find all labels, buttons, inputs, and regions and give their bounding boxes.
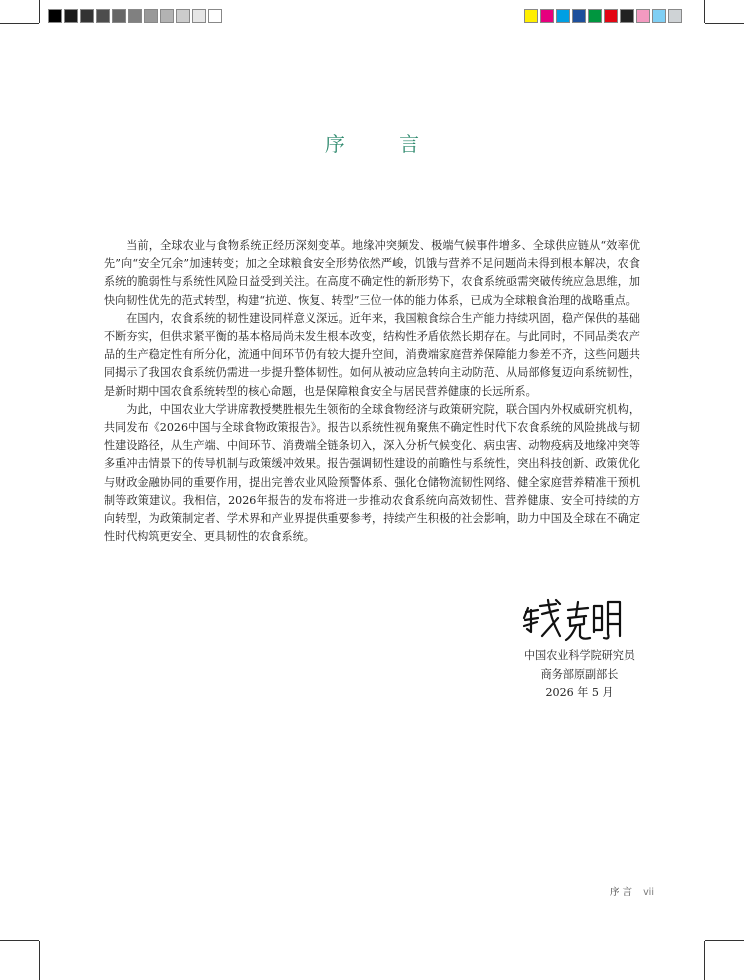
color-swatch xyxy=(556,9,570,23)
color-swatch xyxy=(652,9,666,23)
crop-mark xyxy=(705,940,744,941)
paragraph: 当前，全球农业与食物系统正经历深刻变革。地缘冲突频发、极端气候事件增多、全球供应链从“效率优先”向“安全冗余”加速转变；加之全球粮食安全形势依然严峻，饥饿与营养不足问题尚未得到根本解决，农食系统的脆弱性与系统性风险日益受到关注。在高度不确定性的新形势下，农食系统亟需突破传统应急思维，加快向韧性优先的范式转型，构建“抗逆、恢复、转型”三位一体的能力体系，已成为全球粮食治理的战略重点。 xyxy=(104,239,640,307)
color-swatch xyxy=(160,9,174,23)
author-title: 中国农业科学院研究员 xyxy=(524,649,635,662)
color-swatch xyxy=(96,9,110,23)
color-swatch xyxy=(540,9,554,23)
color-swatch xyxy=(524,9,538,23)
color-swatch xyxy=(192,9,206,23)
author-info xyxy=(512,647,647,703)
page-title: 序 言 xyxy=(324,132,444,156)
crop-mark xyxy=(704,941,705,980)
color-swatch xyxy=(208,9,222,23)
color-swatch xyxy=(620,9,634,23)
color-swatch xyxy=(668,9,682,23)
crop-mark xyxy=(39,941,40,980)
paragraph: 为此，中国农业大学讲席教授樊胜根先生领衔的全球食物经济与政策研究院，联合国内外权威研究机构，共同发布《2026中国与全球食物政策报告》。报告以系统性视角聚焦不确定性时代下农食系统的风险挑战与韧性建设路径，从生产端、中间环节、消费端全链条切入，深入分析气候变化、病虫害、动物疫病及地缘冲突等多重冲击情景下的传导机制与政策缓冲效果。报告强调韧性建设的前瞻性与系统性，突出科技创新、政策优化与财政金融协同的重要作用，提出完善农业风险预警体系、强化仓储物流韧性网络、健全家庭营养精准干预机制等政策建议。我相信，2026年报告的发布将进一步推动农食系统向高效韧性、营养健康、安全可持续的方向转型，为政策制定者、学术界和产业界提供重要参考，持续产生积极的社会影响，助力中国及全球在不确定性时代构筑更安全、更具韧性的农食系统。 xyxy=(104,402,640,544)
color-swatch xyxy=(144,9,158,23)
color-swatch xyxy=(588,9,602,23)
preface-body xyxy=(104,237,640,546)
page-number: vii xyxy=(643,887,654,898)
footer-section: 序 言 xyxy=(610,887,633,898)
page-footer xyxy=(610,884,654,898)
color-swatch xyxy=(48,9,62,23)
crop-mark xyxy=(0,940,39,941)
handwritten-signature xyxy=(520,596,630,644)
grayscale-calibration-bar xyxy=(48,9,224,23)
crop-mark xyxy=(39,0,40,23)
crop-mark xyxy=(705,23,744,24)
color-swatch xyxy=(572,9,586,23)
color-swatch xyxy=(80,9,94,23)
paragraph: 在国内，农食系统的韧性建设同样意义深远。近年来，我国粮食综合生产能力持续巩固，稳产保供的基础不断夯实，但供求紧平衡的基本格局尚未发生根本改变，结构性矛盾依然长期存在。与此同时，不同品类农产品的生产稳定性有所分化，流通中间环节仍有较大提升空间，消费端家庭营养保障能力参差不齐，这些问题共同揭示了我国农食系统仍需进一步提升整体韧性。如何从被动应急转向主动防范、从局部修复迈向系统韧性，是新时期中国农食系统转型的核心命题，也是保障粮食安全与居民营养健康的长远所系。 xyxy=(104,311,640,398)
color-swatch xyxy=(604,9,618,23)
color-swatch xyxy=(64,9,78,23)
color-swatch xyxy=(176,9,190,23)
color-swatch xyxy=(128,9,142,23)
crop-mark xyxy=(0,23,39,24)
color-swatch xyxy=(636,9,650,23)
crop-mark xyxy=(704,0,705,23)
color-calibration-bar xyxy=(524,9,684,23)
date: 2026 年 5 月 xyxy=(545,686,614,699)
color-swatch xyxy=(112,9,126,23)
author-title: 商务部原副部长 xyxy=(540,667,619,681)
